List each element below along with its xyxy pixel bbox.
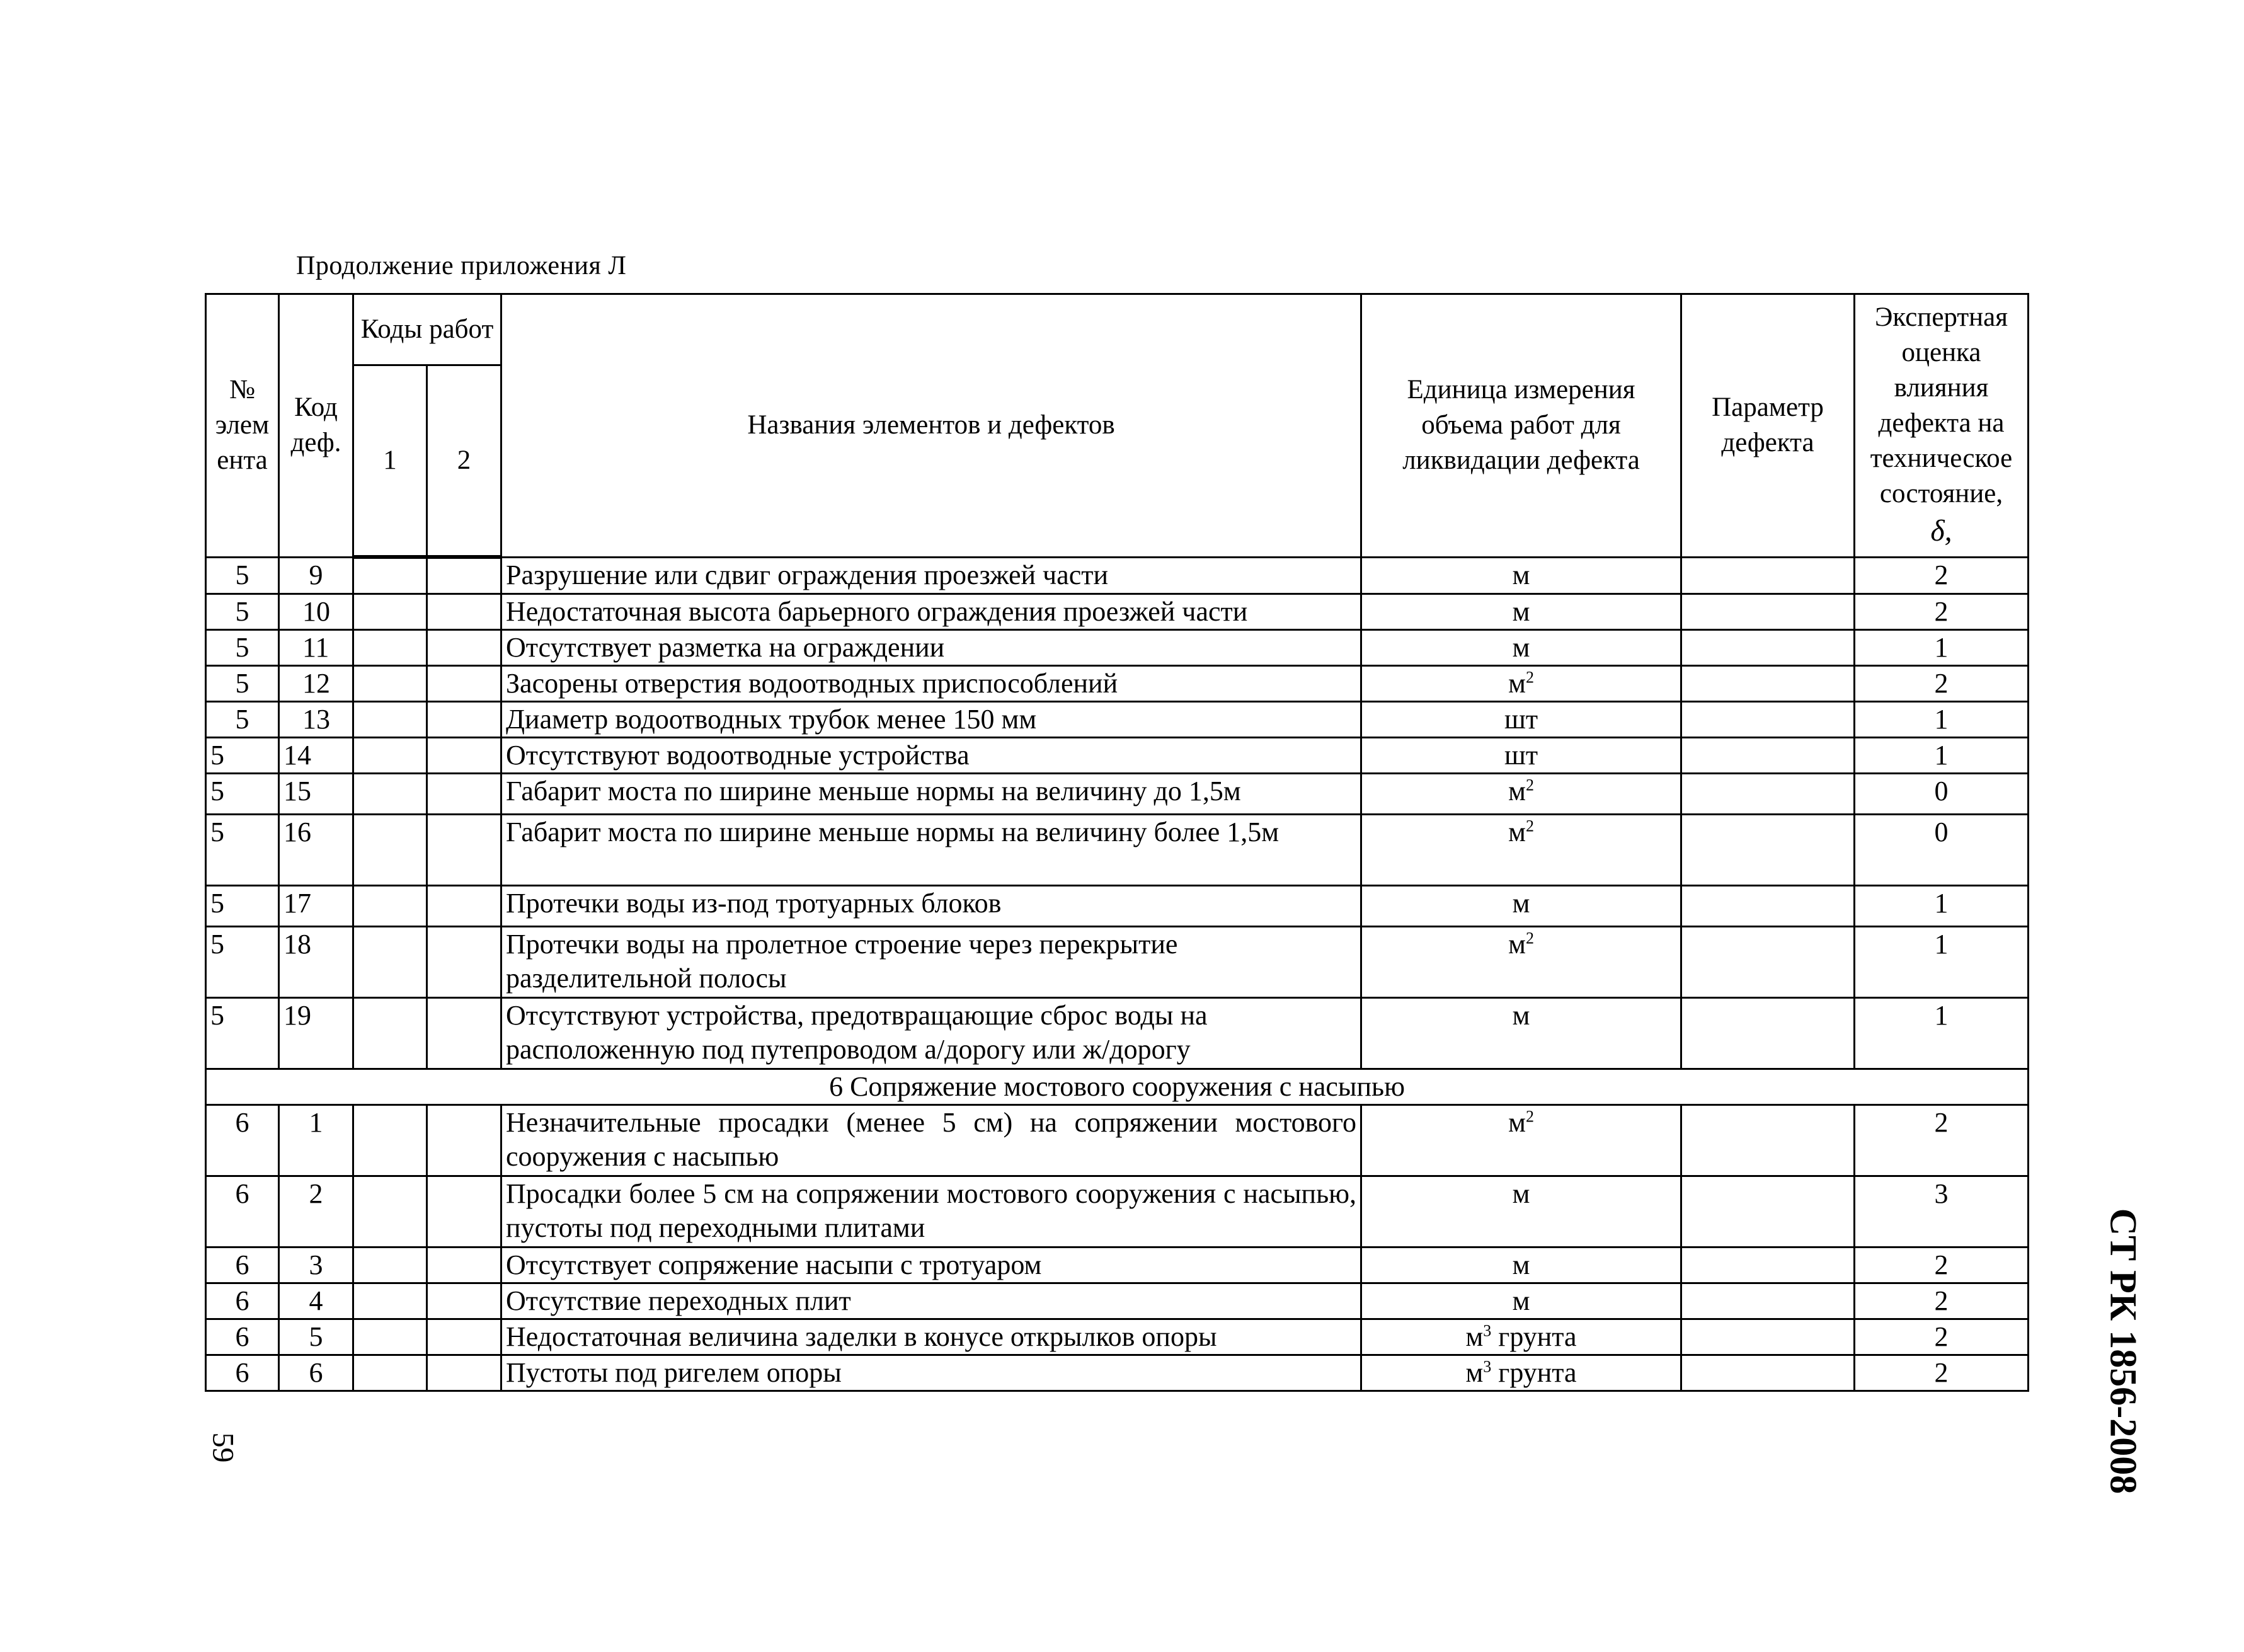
cell-work2: [427, 702, 501, 738]
cell-unit: м: [1361, 557, 1681, 594]
cell-name: Отсутствуют водоотводные устройства: [501, 738, 1361, 774]
cell-param: [1681, 702, 1855, 738]
cell-code: 6: [279, 1355, 353, 1391]
cell-work2: [427, 774, 501, 815]
header-defect-code: Код деф.: [279, 294, 353, 558]
cell-work1: [353, 1319, 427, 1355]
cell-unit: м: [1361, 886, 1681, 927]
cell-code: 16: [279, 815, 353, 886]
cell-work2: [427, 1248, 501, 1283]
cell-code: 9: [279, 557, 353, 594]
cell-score: 2: [1855, 1105, 2029, 1176]
cell-work1: [353, 1105, 427, 1176]
cell-elem: 5: [206, 557, 279, 594]
cell-work1: [353, 886, 427, 927]
cell-param: [1681, 815, 1855, 886]
cell-work1: [353, 738, 427, 774]
cell-param: [1681, 1319, 1855, 1355]
cell-unit: $м^2$: [1361, 666, 1681, 702]
cell-unit: $м^3$ грунта: [1361, 1355, 1681, 1391]
table-row: [206, 774, 2029, 815]
document-code: СТ РК 1856-2008: [2102, 1208, 2144, 1494]
cell-elem: 5: [206, 702, 279, 738]
cell-score: 3: [1855, 1176, 2029, 1248]
cell-score: 2: [1855, 1283, 2029, 1319]
cell-work1: [353, 927, 427, 998]
cell-param: [1681, 666, 1855, 702]
cell-unit: шт: [1361, 702, 1681, 738]
defects-table: [205, 293, 2029, 1392]
cell-unit: $м^3$ грунта: [1361, 1319, 1681, 1355]
cell-code: 15: [279, 774, 353, 815]
cell-name: Габарит моста по ширине меньше нормы на величину до 1,5м: [501, 774, 1361, 815]
cell-score: 2: [1855, 1355, 2029, 1391]
cell-elem: 5: [206, 815, 279, 886]
cell-name: Отсутствие переходных плит: [501, 1283, 1361, 1319]
cell-param: [1681, 774, 1855, 815]
cell-name: Просадки более 5 см на сопряжении мостового сооружения с насыпью, пустоты под переходными плитами: [501, 1176, 1361, 1248]
cell-work1: [353, 815, 427, 886]
cell-unit: м: [1361, 1248, 1681, 1283]
cell-param: [1681, 1355, 1855, 1391]
cell-work2: [427, 1105, 501, 1176]
cell-unit: м: [1361, 998, 1681, 1069]
cell-unit: м: [1361, 594, 1681, 630]
header-work-codes: Коды работ: [353, 294, 501, 365]
cell-name: Разрушение или сдвиг ограждения проезжей части: [501, 557, 1361, 594]
cell-code: 18: [279, 927, 353, 998]
table-row: [206, 1176, 2029, 1248]
cell-param: [1681, 738, 1855, 774]
cell-param: [1681, 630, 1855, 666]
cell-param: [1681, 1283, 1855, 1319]
cell-unit: $м^2$: [1361, 774, 1681, 815]
cell-code: 11: [279, 630, 353, 666]
cell-unit: м: [1361, 1176, 1681, 1248]
cell-score: 1: [1855, 886, 2029, 927]
header-elem-no: № элем ента: [206, 294, 279, 558]
cell-code: 1: [279, 1105, 353, 1176]
cell-code: 17: [279, 886, 353, 927]
cell-work1: [353, 1283, 427, 1319]
cell-score: 2: [1855, 666, 2029, 702]
cell-elem: 6: [206, 1355, 279, 1391]
cell-param: [1681, 927, 1855, 998]
table-row: [206, 594, 2029, 630]
appendix-caption: Продолжение приложения Л: [296, 251, 627, 280]
cell-code: 13: [279, 702, 353, 738]
cell-code: 19: [279, 998, 353, 1069]
table-row: [206, 1319, 2029, 1355]
cell-unit: $м^2$: [1361, 1105, 1681, 1176]
cell-score: 2: [1855, 1248, 2029, 1283]
cell-score: 0: [1855, 774, 2029, 815]
cell-name: Засорены отверстия водоотводных приспособлений: [501, 666, 1361, 702]
table-row: [206, 1105, 2029, 1176]
table-row: [206, 927, 2029, 998]
cell-name: Габарит моста по ширине меньше нормы на величину более 1,5м: [501, 815, 1361, 886]
cell-elem: 6: [206, 1105, 279, 1176]
cell-code: 2: [279, 1176, 353, 1248]
cell-work1: [353, 1355, 427, 1391]
cell-unit: м: [1361, 630, 1681, 666]
cell-unit: м: [1361, 1283, 1681, 1319]
cell-work2: [427, 815, 501, 886]
table-row: [206, 815, 2029, 886]
table-row: [206, 666, 2029, 702]
cell-code: 3: [279, 1248, 353, 1283]
cell-elem: 6: [206, 1248, 279, 1283]
cell-work2: [427, 1319, 501, 1355]
cell-work2: [427, 886, 501, 927]
cell-work1: [353, 1176, 427, 1248]
cell-work2: [427, 1283, 501, 1319]
cell-code: 12: [279, 666, 353, 702]
cell-score: 1: [1855, 738, 2029, 774]
table-row: [206, 630, 2029, 666]
cell-name: Недостаточная величина заделки в конусе открылков опоры: [501, 1319, 1361, 1355]
cell-score: 2: [1855, 594, 2029, 630]
table-row: [206, 1355, 2029, 1391]
cell-elem: 5: [206, 927, 279, 998]
table-row: [206, 738, 2029, 774]
header-unit: Единица измерения объема работ для ликвидации дефекта: [1361, 294, 1681, 558]
cell-code: 4: [279, 1283, 353, 1319]
cell-elem: 6: [206, 1176, 279, 1248]
cell-name: Протечки воды из-под тротуарных блоков: [501, 886, 1361, 927]
cell-work2: [427, 998, 501, 1069]
cell-name: Отсутствуют устройства, предотвращающие сброс воды на расположенную под путепроводом а/дорогу или ж/дорогу: [501, 998, 1361, 1069]
cell-unit: $м^2$: [1361, 815, 1681, 886]
header-expert-score: [1855, 294, 2029, 558]
cell-score: 0: [1855, 815, 2029, 886]
cell-work1: [353, 594, 427, 630]
table-row: [206, 886, 2029, 927]
header-element-names: Названия элементов и дефектов: [501, 294, 1361, 558]
cell-elem: 5: [206, 630, 279, 666]
cell-name: Протечки воды на пролетное строение через перекрытие разделительной полосы: [501, 927, 1361, 998]
cell-work2: [427, 630, 501, 666]
cell-elem: 5: [206, 594, 279, 630]
page-number: 59: [206, 1432, 240, 1463]
cell-param: [1681, 1105, 1855, 1176]
cell-work2: [427, 927, 501, 998]
cell-code: 14: [279, 738, 353, 774]
cell-unit: шт: [1361, 738, 1681, 774]
cell-score: 1: [1855, 702, 2029, 738]
cell-code: 10: [279, 594, 353, 630]
cell-work1: [353, 774, 427, 815]
cell-param: [1681, 557, 1855, 594]
cell-work1: [353, 557, 427, 594]
cell-score: 2: [1855, 1319, 2029, 1355]
table-row: [206, 1248, 2029, 1283]
table-row: [206, 702, 2029, 738]
cell-score: 1: [1855, 998, 2029, 1069]
cell-work2: [427, 738, 501, 774]
cell-work1: [353, 630, 427, 666]
cell-elem: 5: [206, 738, 279, 774]
cell-name: Отсутствует сопряжение насыпи с тротуаром: [501, 1248, 1361, 1283]
cell-work1: [353, 1248, 427, 1283]
cell-elem: 6: [206, 1319, 279, 1355]
cell-param: [1681, 886, 1855, 927]
cell-work2: [427, 557, 501, 594]
cell-elem: 5: [206, 666, 279, 702]
cell-work2: [427, 1355, 501, 1391]
cell-name: Незначительные просадки (менее 5 см) на сопряжении мостового сооружения с насыпью: [501, 1105, 1361, 1176]
cell-code: 5: [279, 1319, 353, 1355]
cell-work2: [427, 594, 501, 630]
cell-elem: 5: [206, 886, 279, 927]
table-row: [206, 557, 2029, 594]
cell-work1: [353, 998, 427, 1069]
header-work-code-2: 2: [427, 365, 501, 558]
cell-work1: [353, 702, 427, 738]
cell-work1: [353, 666, 427, 702]
header-expert-symbol: δ,: [1930, 513, 1952, 548]
cell-score: 1: [1855, 630, 2029, 666]
cell-elem: 5: [206, 998, 279, 1069]
header-work-code-1: 1: [353, 365, 427, 558]
table-row: [206, 1283, 2029, 1319]
cell-name: Пустоты под ригелем опоры: [501, 1355, 1361, 1391]
cell-param: [1681, 998, 1855, 1069]
header-parameter: Параметр дефекта: [1681, 294, 1855, 558]
section-title: 6 Сопряжение мостового сооружения с насыпью: [206, 1069, 2029, 1105]
header-expert-text: Экспертная оценка влияния дефекта на техническое состояние,: [1870, 302, 2013, 508]
cell-name: Недостаточная высота барьерного ограждения проезжей части: [501, 594, 1361, 630]
cell-work2: [427, 666, 501, 702]
cell-unit: $м^2$: [1361, 927, 1681, 998]
cell-name: Отсутствует разметка на ограждении: [501, 630, 1361, 666]
cell-score: 2: [1855, 557, 2029, 594]
cell-score: 1: [1855, 927, 2029, 998]
cell-elem: 6: [206, 1283, 279, 1319]
cell-param: [1681, 1248, 1855, 1283]
cell-name: Диаметр водоотводных трубок менее 150 мм: [501, 702, 1361, 738]
cell-elem: 5: [206, 774, 279, 815]
table-row: [206, 998, 2029, 1069]
cell-param: [1681, 594, 1855, 630]
cell-param: [1681, 1176, 1855, 1248]
cell-work2: [427, 1176, 501, 1248]
section-row: [206, 1069, 2029, 1105]
